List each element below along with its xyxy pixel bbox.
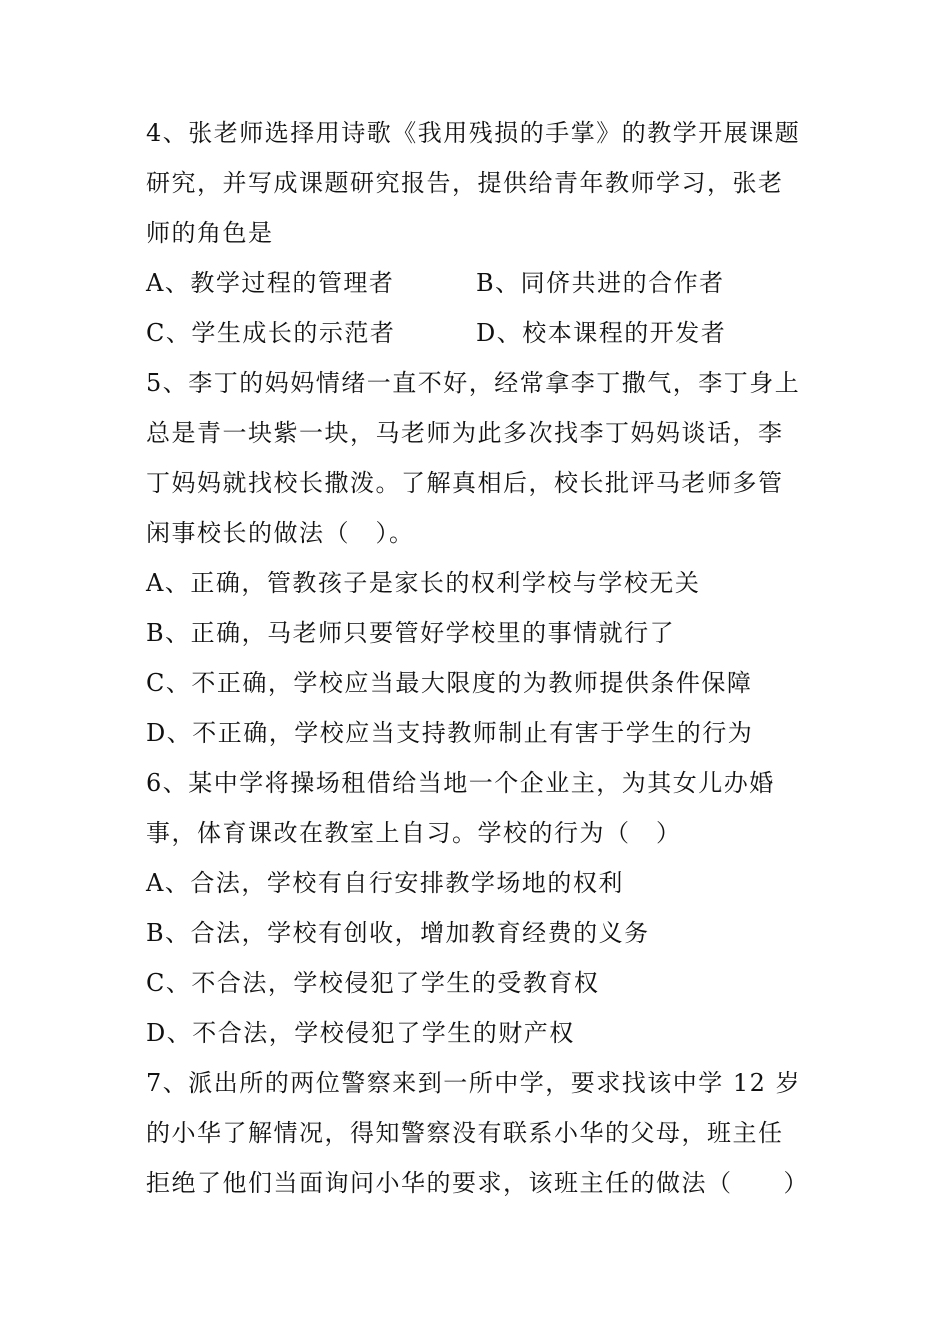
question-5-option-a: A、正确，管教孩子是家长的权利学校与学校无关 (146, 569, 701, 597)
question-5-option-b: B、正确，马老师只要管好学校里的事情就行了 (146, 619, 676, 647)
question-5-option-d: D、不正确，学校应当支持教师制止有害于学生的行为 (146, 719, 754, 747)
question-6-stem-line-2: 事，体育课改在教室上自习。学校的行为（ ） (146, 819, 682, 847)
question-5-stem-line-1: 5、李丁的妈妈情绪一直不好，经常拿李丁撒气，李丁身上 (146, 369, 801, 397)
question-4-option-c: C、学生成长的示范者 (146, 319, 396, 347)
question-5-option-c: C、不正确，学校应当最大限度的为教师提供条件保障 (146, 669, 753, 697)
question-7-stem-line-3: 拒绝了他们当面询问小华的要求，该班主任的做法（ ） (146, 1169, 809, 1197)
question-6-option-b: B、合法，学校有创收，增加教育经费的义务 (146, 919, 650, 947)
question-5-stem-line-2: 总是青一块紫一块，马老师为此多次找李丁妈妈谈话，李 (146, 419, 784, 447)
question-4-stem-line-1: 4、张老师选择用诗歌《我用残损的手掌》的教学开展课题 (146, 119, 801, 147)
question-5-stem-line-3: 丁妈妈就找校长撒泼。了解真相后，校长批评马老师多管 (146, 469, 784, 497)
question-4-stem-line-3: 师的角色是 (146, 219, 274, 247)
question-6-option-d: D、不合法，学校侵犯了学生的财产权 (146, 1019, 575, 1047)
question-4-option-d: D、校本课程的开发者 (476, 319, 727, 347)
question-7-stem-line-2: 的小华了解情况，得知警察没有联系小华的父母，班主任 (146, 1119, 784, 1147)
question-6-stem-line-1: 6、某中学将操场租借给当地一个企业主，为其女儿办婚 (146, 769, 775, 797)
question-4-stem-line-2: 研究，并写成课题研究报告，提供给青年教师学习，张老 (146, 169, 784, 197)
question-5-stem-line-4: 闲事校长的做法（ ）。 (146, 519, 415, 547)
question-7-stem-line-1: 7、派出所的两位警察来到一所中学，要求找该中学 12 岁 (146, 1069, 802, 1097)
question-6-option-c: C、不合法，学校侵犯了学生的受教育权 (146, 969, 600, 997)
question-4-option-b: B、同侪共进的合作者 (476, 269, 725, 297)
question-6-option-a: A、合法，学校有自行安排教学场地的权利 (146, 869, 624, 897)
question-4-option-a: A、教学过程的管理者 (146, 269, 395, 297)
